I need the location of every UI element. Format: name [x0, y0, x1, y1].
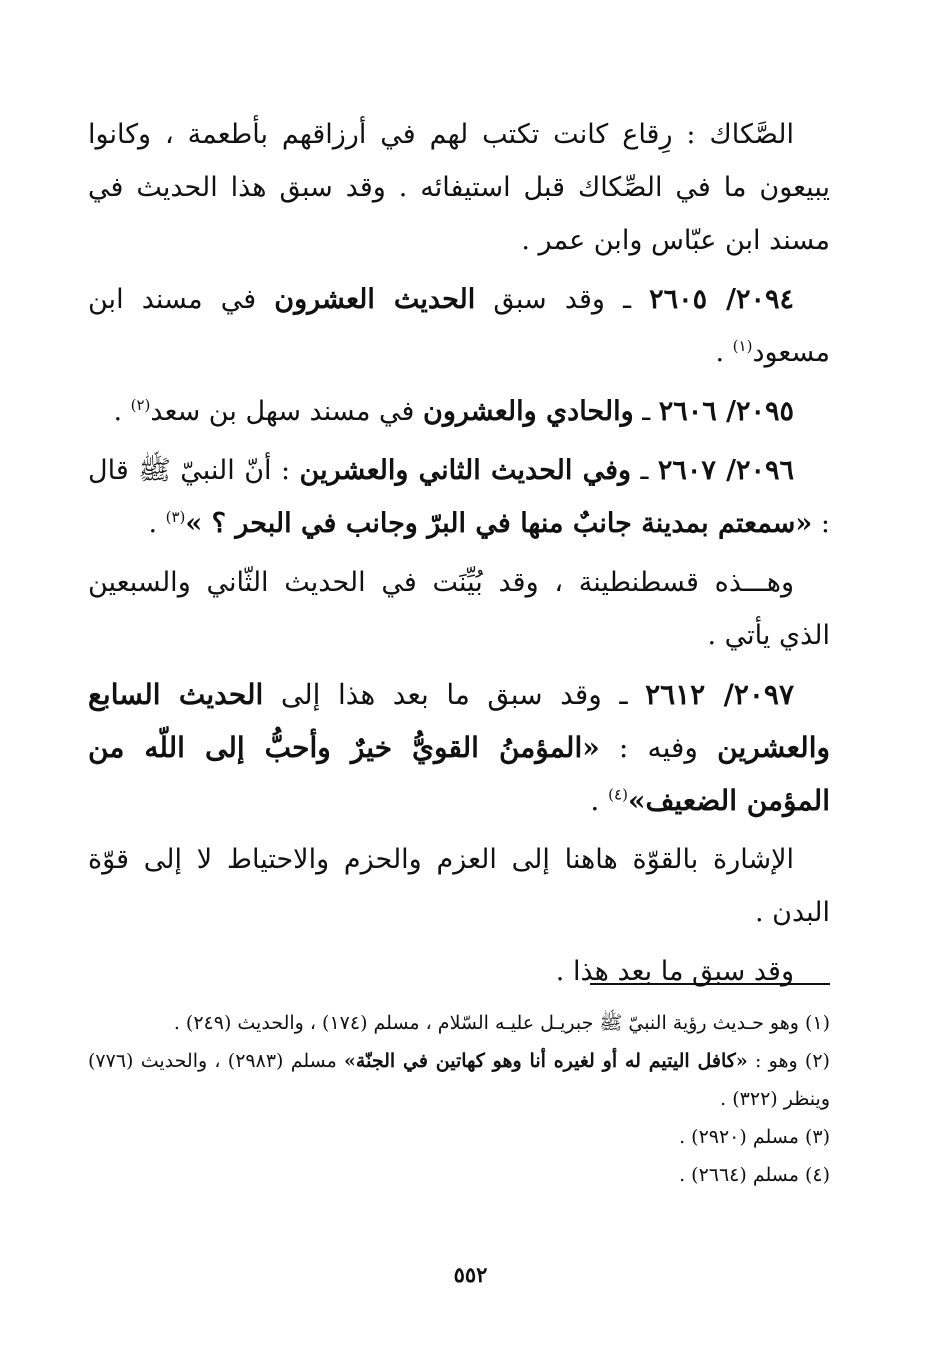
page-number: ٥٥٢: [453, 1262, 488, 1287]
paragraph-sikak: [88, 108, 830, 267]
paragraph-2094: [88, 273, 830, 379]
paragraph-strength-text: الإشارة بالقوّة هاهنا إلى العزم والحزم والاحتياط لا إلى قوّة البدن .: [88, 844, 830, 928]
footnotes: [88, 1004, 830, 1194]
hadith-number-2097: ٢٠٩٧/ ٢٦١٢: [645, 678, 794, 711]
paragraph-2097: [88, 668, 830, 827]
paragraph-strength: [88, 833, 830, 939]
footnote-divider: [590, 983, 830, 985]
paragraph-2095-text-c: في مسند سهل بن سعد: [150, 396, 423, 427]
footnote-3: [88, 1118, 830, 1156]
hadith-number-2095: ٢٠٩٥/ ٢٦٠٦: [658, 396, 794, 427]
hadith-quote-2096: «سمعتم بمدينة جانبٌ منها في البرّ وجانب في البحر ؟ »: [185, 508, 813, 539]
paragraph-2096-text-a: ـ: [631, 455, 658, 486]
paragraph-sikak-text: الصَّكاك : رِقاع كانت تكتب لهم في أرزاقهم بأطعمة ، وكانوا يبيعون ما في الصِّكاك قبل استيفائه . وقد سبق هذا الحديث في مسند ابن عبّاس وابن عمر .: [88, 119, 830, 256]
hadith-number-2096: ٢٠٩٦/ ٢٦٠٧: [657, 455, 795, 486]
paragraph-closing-text: وقد سبق ما بعد هذا .: [555, 956, 794, 987]
footnote-1: [88, 1004, 830, 1042]
footnote-2-quote: «كافل اليتيم له أو لغيره أنا وهو كهاتين في الجنّة»: [344, 1050, 748, 1072]
footnote-2-text-a: (٢) وهو :: [747, 1050, 830, 1072]
paragraph-2097-end: .: [590, 784, 609, 817]
footnote-1-text: (١) وهو حـديث رؤية النبيّ ﷺ جبريـل عليـه السّلام ، مسلم (١٧٤) ، والحديث (٢٤٩) .: [173, 1012, 830, 1034]
hadith-quote-2097: «المؤمنُ القويُّ خيرٌ وأحبُّ إلى اللّه من المؤمن الضعيف»: [88, 731, 830, 817]
paragraph-2096: [88, 444, 830, 550]
paragraph-2094-bold: الحديث العشرون: [274, 284, 476, 315]
footnote-2-text-c: مسلم (٢٩٨٣) ، والحديث (٧٧٦) وينظر (٣٢٢) .: [88, 1050, 830, 1110]
paragraph-2097-text-a: ـ وقد سبق ما بعد هذا إلى: [263, 678, 646, 711]
paragraph-2096-end: .: [148, 508, 166, 539]
paragraph-constantinople: [88, 556, 830, 662]
paragraph-2097-text-c: وفيه :: [599, 731, 718, 764]
footnote-ref-4[interactable]: (٤): [608, 785, 628, 804]
hadith-number-2094: ٢٠٩٤/ ٢٦٠٥: [649, 284, 794, 315]
paragraph-2095-end: .: [113, 396, 131, 427]
paragraph-2094-text-c: في مسند ابن مسعود: [88, 284, 830, 368]
footnote-2: [88, 1042, 830, 1118]
paragraph-2096-bold: وفي الحديث الثاني والعشرين: [299, 455, 632, 486]
footnote-ref-1[interactable]: (١): [732, 337, 753, 355]
footnote-4: [88, 1156, 830, 1194]
paragraph-2095: [88, 385, 830, 438]
paragraph-2095-text-a: ـ: [633, 396, 659, 427]
footnote-ref-3[interactable]: (٣): [165, 508, 186, 526]
footnote-3-text: (٣) مسلم (٢٩٢٠) .: [679, 1126, 830, 1148]
paragraph-constantinople-text: وهـــذه قسطنطينة ، وقد بُيِّنَت في الحديث الثّاني والسبعين الذي يأتي .: [88, 567, 830, 651]
paragraph-closing: [88, 945, 830, 998]
main-text: [88, 108, 830, 1004]
paragraph-2094-text-a: ـ وقد سبق: [475, 284, 650, 315]
paragraph-2095-bold: والحادي والعشرون: [423, 396, 634, 427]
paragraph-2094-end: .: [715, 337, 733, 368]
paragraph-2096-text-c: : أنّ النبيّ ﷺ قال :: [88, 455, 830, 539]
paragraph-2097-bold: الحديث السابع والعشرين: [88, 678, 830, 764]
footnote-4-text: (٤) مسلم (٢٦٦٤) .: [679, 1164, 830, 1186]
footnote-ref-2[interactable]: (٢): [130, 396, 151, 414]
